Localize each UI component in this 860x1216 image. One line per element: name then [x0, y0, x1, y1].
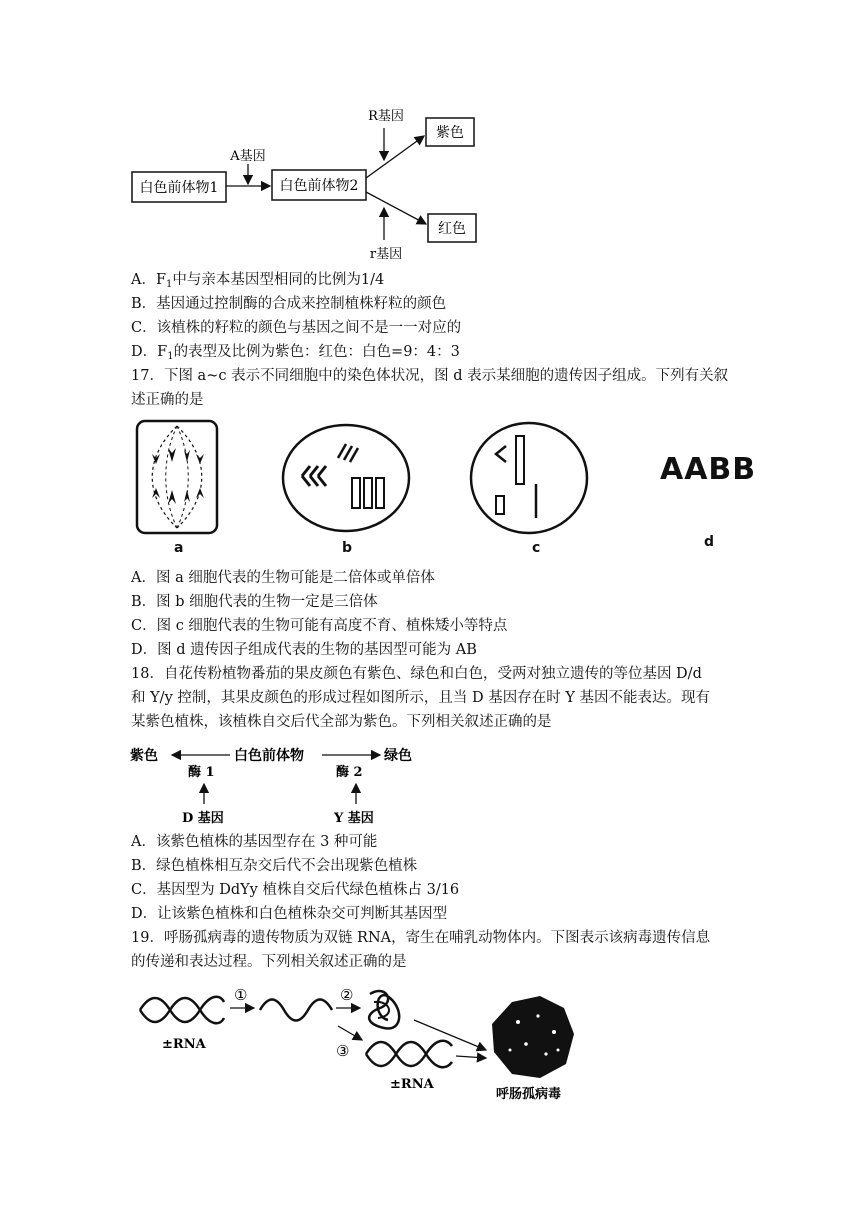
q18-precursor-label: 白色前体物 — [234, 748, 304, 764]
to-purple-arrow — [366, 136, 424, 178]
q18-option-c: C．基因型为 DdYy 植株自交后代绿色植株占 3/16 — [131, 882, 460, 898]
gene-r-lower-label: r基因 — [369, 247, 403, 260]
q19-rna-left-label: ±RNA — [162, 1037, 206, 1052]
q19-stem-line2: 的传递和表达过程。下列相关叙述正确的是 — [131, 954, 407, 970]
gene-r-upper-label: R基因 — [368, 109, 404, 124]
q17-stem-line2: 述正确的是 — [131, 392, 204, 408]
q18-pathway-diagram — [126, 742, 426, 826]
q18-enzyme1-label: 酶 1 — [188, 765, 215, 780]
q19-rna-bottom-label: ±RNA — [390, 1077, 434, 1092]
q18-stem-line3: 某紫色植株，该植株自交后代全部为紫色。下列相关叙述正确的是 — [131, 714, 552, 730]
ssrna-icon — [260, 1000, 332, 1021]
q19-process-diagram — [134, 980, 604, 1108]
q18-option-b: B．绿色植株相互杂交后代不会出现紫色植株 — [131, 858, 418, 874]
q18-stem-line1: 18．自花传粉植物番茄的果皮颜色有紫色、绿色和白色，受两对独立遗传的等位基因 D/d — [131, 666, 702, 682]
q17-figure-c-cell — [468, 420, 590, 536]
red-label: 红色 — [438, 221, 466, 237]
q18-option-a: A．该紫色植株的基因型存在 3 种可能 — [131, 834, 378, 850]
dsrna-left-icon — [140, 997, 224, 1024]
protein-icon — [369, 991, 399, 1028]
q17-option-b: B．图 b 细胞代表的生物一定是三倍体 — [131, 594, 378, 610]
q18-stem-line2: 和 Y/y 控制，其果皮颜色的形成过程如图所示，且当 D 基因存在时 Y 基因不能表达。现有 — [131, 690, 710, 706]
q18-enzyme2-label: 酶 2 — [336, 765, 363, 780]
q17-option-a: A．图 a 细胞代表的生物可能是二倍体或单倍体 — [131, 570, 435, 586]
virus-icon — [492, 996, 574, 1078]
q17-figure-b-caption: b — [342, 540, 353, 556]
q17-figure-d-caption: d — [704, 534, 715, 550]
q17-figure-a-cell — [134, 418, 220, 536]
q16-option-b: B．基因通过控制酶的合成来控制植株籽粒的颜色 — [131, 296, 447, 312]
precursor2-label: 白色前体物2 — [279, 178, 359, 194]
q19-virus-label: 呼肠孤病毒 — [496, 1087, 562, 1102]
to-red-arrow — [366, 192, 426, 224]
dsrna-right-icon — [366, 1041, 452, 1068]
q17-stem-line1: 17．下图 a~c 表示不同细胞中的染色体状况，图 d 表示某细胞的遗传因子组成。下列有关叙 — [131, 368, 729, 384]
q17-figure-c-caption: c — [532, 540, 541, 556]
q17-figure-d-genotype: AABB — [660, 452, 757, 487]
precursor1-label: 白色前体物1 — [139, 180, 219, 196]
q18-gene-y-label: Y 基因 — [334, 811, 374, 826]
q19-step3-label: ③ — [336, 1042, 350, 1060]
q17-figure-b-cell — [280, 422, 412, 534]
q18-gene-d-label: D 基因 — [182, 811, 224, 826]
q19-stem-line1: 19．呼肠孤病毒的遗传物质为双链 RNA，寄生在哺乳动物体内。下图表示该病毒遗传信息 — [131, 930, 711, 946]
q16-option-d: D．$F_1$的表型及比例为紫色：红色：白色=9：4：3 — [131, 344, 460, 362]
q19-step2-label: ② — [340, 986, 354, 1004]
q18-green-label: 绿色 — [384, 748, 412, 764]
gene-a-label: A基因 — [230, 149, 266, 164]
q19-step1-label: ① — [234, 986, 248, 1004]
q16-pathway-diagram — [120, 100, 500, 260]
q17-option-c: C．图 c 细胞代表的生物可能有高度不育、植株矮小等特点 — [131, 618, 508, 634]
q17-figure-a-caption: a — [174, 540, 184, 556]
q16-option-a: A．$F_1$中与亲本基因型相同的比例为1/4 — [131, 272, 385, 290]
q18-purple-label: 紫色 — [130, 748, 158, 764]
q18-option-d: D．让该紫色植株和白色植株杂交可判断其基因型 — [131, 906, 448, 922]
purple-label: 紫色 — [436, 125, 464, 141]
q17-option-d: D．图 d 遗传因子组成代表的生物的基因型可能为 AB — [131, 642, 477, 658]
q16-option-c: C．该植株的籽粒的颜色与基因之间不是一一对应的 — [131, 320, 462, 336]
